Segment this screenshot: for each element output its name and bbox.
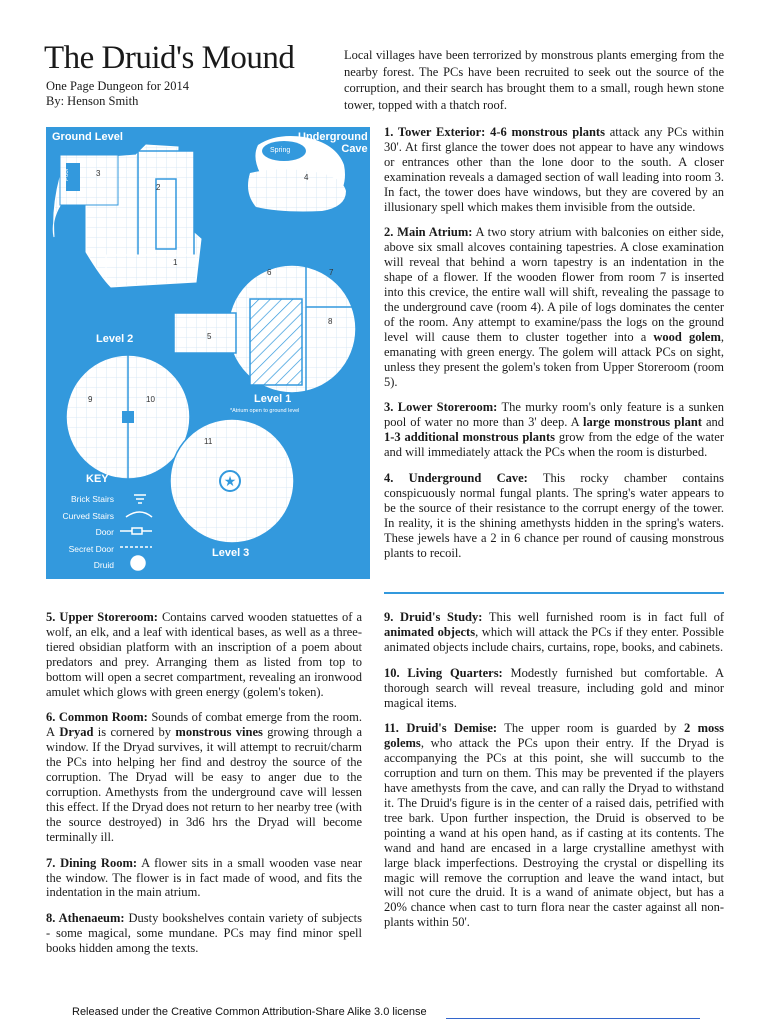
room-10-description xyxy=(384,666,724,711)
room-1-description xyxy=(384,125,724,214)
room-9-text-cont: , which will attack the PCs if they enter. Possible animated objects include chairs, curtains, rope, books, and cabinets. xyxy=(384,624,724,654)
room-descriptions-left xyxy=(46,610,362,967)
key-secret-door: Secret Door xyxy=(68,543,114,554)
label-pool: Pool xyxy=(64,169,70,182)
room-11-monster: 2 moss golems xyxy=(384,721,724,751)
room-descriptions-right-bottom xyxy=(384,610,724,941)
key-druid: Druid xyxy=(93,560,114,570)
intro-paragraph: Local villages have been terrorized by monstrous plants emerging from the nearby forest. The PCs have been recruited to seek out the source of the corruption, and their search has brought them to a small, rough hewn stone tower, topped with a thatch roof. xyxy=(344,48,724,112)
room-9-text: This well furnished room is in fact full of xyxy=(488,610,724,624)
atrium-open-hatch xyxy=(250,299,302,385)
key-symbols xyxy=(120,495,152,570)
room-11-text: The upper room is guarded by xyxy=(504,721,677,736)
room-9-description xyxy=(384,610,724,655)
room-3-text-and: and xyxy=(705,415,725,430)
room-number-9: 9 xyxy=(88,395,93,404)
room-1-heading: 1. Tower Exterior: xyxy=(384,125,486,139)
room-2-monster: wood golem xyxy=(653,329,721,344)
room-number-6: 6 xyxy=(267,268,272,277)
room-7-heading: 7. Dining Room: xyxy=(46,855,138,870)
room-4-heading: 4. Underground Cave: xyxy=(384,471,528,486)
room-5-text: Contains carved wooden statuettes of a wolf, an elk, and a leaf with identical bases, as well as a three-tiered obsidian platform with an inscription of a poem about predators and prey. Arranging them as listed from top to bottom will open a secret compartment, revealing an ironwood amulet which glows with green energy (golem's token). xyxy=(46,610,362,699)
room-10-text: Modestly furnished but comfortable. A thorough search will reveal treasure, including gold and minor magical items. xyxy=(384,665,725,710)
room-2-text-cont: , emanating with green energy. The golem will attack PCs on sight, unless they present the golem's token from Upper Storeroom (room 5). xyxy=(384,329,725,389)
room-5-heading: 5. Upper Storeroom: xyxy=(46,610,158,624)
room-8-text: Dusty bookshelves contain variety of subjects - some magical, some mundane. PCs may find minor spell books hidden among the texts. xyxy=(46,911,363,956)
subtitle xyxy=(46,79,189,109)
room-number-10: 10 xyxy=(146,395,155,404)
room-8-description xyxy=(46,911,362,956)
room-6-text: Sounds of combat emerge from the room. A xyxy=(46,710,362,740)
room-3-heading: 3. Lower Storeroom: xyxy=(384,400,498,415)
room-number-4: 4 xyxy=(304,173,309,182)
license-footer: Released under the Creative Common Attribution-Share Alike 3.0 license xyxy=(72,1006,427,1018)
label-level-1: Level 1 xyxy=(254,393,292,405)
subtitle-event: One Page Dungeon for 2014 xyxy=(46,79,190,93)
room-6-text-cont: growing through a window. If the Dryad survives, it will attempt to recruit/charm the PCs into helping her find and destroy the source of the corruption. The Dryad will be easy to anger due to the corruption. Amethysts from the underground cave will lessen this effect. If the Dryad does not return to her nearby tree (with the source destroyed) in 3d6 hrs the Dryad will become terminally ill. xyxy=(46,725,363,844)
room-10-heading: 10. Living Quarters: xyxy=(384,665,503,680)
room-3-text: The murky room's only feature is a sunken pool of water no more than 3' deep. A xyxy=(384,400,724,430)
label-spring: Spring xyxy=(270,147,291,154)
room-6-description xyxy=(46,710,362,844)
subtitle-author: By: Henson Smith xyxy=(46,94,139,108)
key-labels xyxy=(56,491,114,574)
license-link-underline[interactable] xyxy=(446,1018,700,1019)
room-1-outside xyxy=(106,255,196,281)
room-7-description xyxy=(46,856,362,901)
svg-text:★: ★ xyxy=(223,474,237,490)
label-ground-level: Ground Level xyxy=(52,131,123,143)
room-9-monster: animated objects xyxy=(384,624,476,639)
room-3-monster-2: 1-3 additional monstrous plants xyxy=(384,430,555,445)
room-9-heading: 9. Druid's Study: xyxy=(384,610,483,624)
label-underground-cave xyxy=(298,131,368,155)
room-11-text-cont: , who attack the PCs upon their entry. If the Dryad is accompanying the PCs at this point, she will succumb to the corruption and turn on them. This may be prevented if the players have amethysts from the cave, and can rally the Dryad to withstand it. The Druid's figure is in the center of a raised dais, petrified with tree bark. Upon further inspection, the Druid is observed to be pointing a wand at his open hand, as if casting at its contents. The wand and hand are encased in a large crystalline amethyst with large black imperfections. Destroying the crystal or dispelling its magic will remove the corruption and leave the wand intact, but will not cure the druid. It is a wand of animate object, but has a 20% chance when cast to turn flora near the caster against all non-plants within 50'. xyxy=(384,736,724,930)
room-2-shape xyxy=(138,151,194,263)
room-number-2: 2 xyxy=(156,183,161,192)
room-11-heading: 11. Druid's Demise: xyxy=(384,721,498,736)
room-1-monster: 4-6 monstrous plants xyxy=(490,125,605,139)
room-number-3: 3 xyxy=(96,169,101,178)
room-number-7: 7 xyxy=(329,268,334,277)
room-6-heading: 6. Common Room: xyxy=(46,710,148,725)
room-number-1: 1 xyxy=(173,258,178,267)
page-title: The Druid's Mound xyxy=(44,40,295,76)
room-number-5: 5 xyxy=(207,332,212,341)
room-descriptions-right-top xyxy=(384,125,724,571)
room-3-monster-1: large monstrous plant xyxy=(583,415,702,430)
room-11-description xyxy=(384,721,724,930)
room-6-npc: Dryad xyxy=(59,725,94,740)
dungeon-map xyxy=(46,127,370,579)
room-8-heading: 8. Athenaeum: xyxy=(46,911,125,926)
room-5-shape xyxy=(174,313,236,353)
room-1-text: attack any PCs within 30'. At first glance the tower does not appear to have any windows or entrances other than the lone door to the south. A closer examination reveals a damaged section of wall leading into room 3. In fact, the tower does have windows, but they are covered by an illusionary spell which makes them invisible from the outside. xyxy=(384,125,724,214)
room-4-text: This rocky chamber contains conspicuously normal fungal plants. The spring's water appears to be the source of their resistance to the corrupt energy of the tower. In reality, it is the shining amethysts hidden in the spring's waters. These jewels have a 2 in 6 chance per round of causing monstrous plants to recoil. xyxy=(384,471,724,560)
label-level-2: Level 2 xyxy=(96,333,134,345)
room-3-text-cont: grow from the edge of the water and will immediately attack the PCs when the room is disturbed. xyxy=(384,430,724,460)
key-brick-stairs: Brick Stairs xyxy=(71,494,114,504)
room-4-description xyxy=(384,471,724,560)
label-level-1-note: *Atrium open to ground level xyxy=(230,408,300,414)
label-level-3: Level 3 xyxy=(212,547,250,559)
room-number-8: 8 xyxy=(328,317,333,326)
room-3-description xyxy=(384,400,724,460)
section-divider xyxy=(384,592,724,594)
room-6-monster: monstrous vines xyxy=(175,725,263,740)
key-title: KEY xyxy=(86,473,109,485)
room-2-description xyxy=(384,225,724,389)
key-curved-stairs: Curved Stairs xyxy=(62,510,114,521)
room-7-text: A flower sits in a small wooden vase near the window. The flower is in fact made of wood, and fits the indentation in the main atrium. xyxy=(46,855,363,900)
room-2-heading: 2. Main Atrium: xyxy=(384,225,473,240)
room-5-description xyxy=(46,610,362,699)
room-number-11: 11 xyxy=(204,437,213,446)
label-underground-line2: Cave xyxy=(341,143,368,155)
label-underground-line1: Underground xyxy=(298,131,368,143)
room-2-text: A two story atrium with balconies on either side, above six small alcoves containing tapestries. A close examination will reveal that behind a worn tapestry is an indentation in the shape of a flower. If the wooden flower from room 7 is inserted into this crevice, the entire wall will shift, revealing the passage to the underground cave (room 4). A pile of logs dominates the center of the room. Any attempt to examine/pass the logs on the ground level will cause them to cluster together into a xyxy=(384,225,724,344)
room-6-text-mid: is cornered by xyxy=(97,725,172,740)
key-door: Door xyxy=(95,527,114,537)
